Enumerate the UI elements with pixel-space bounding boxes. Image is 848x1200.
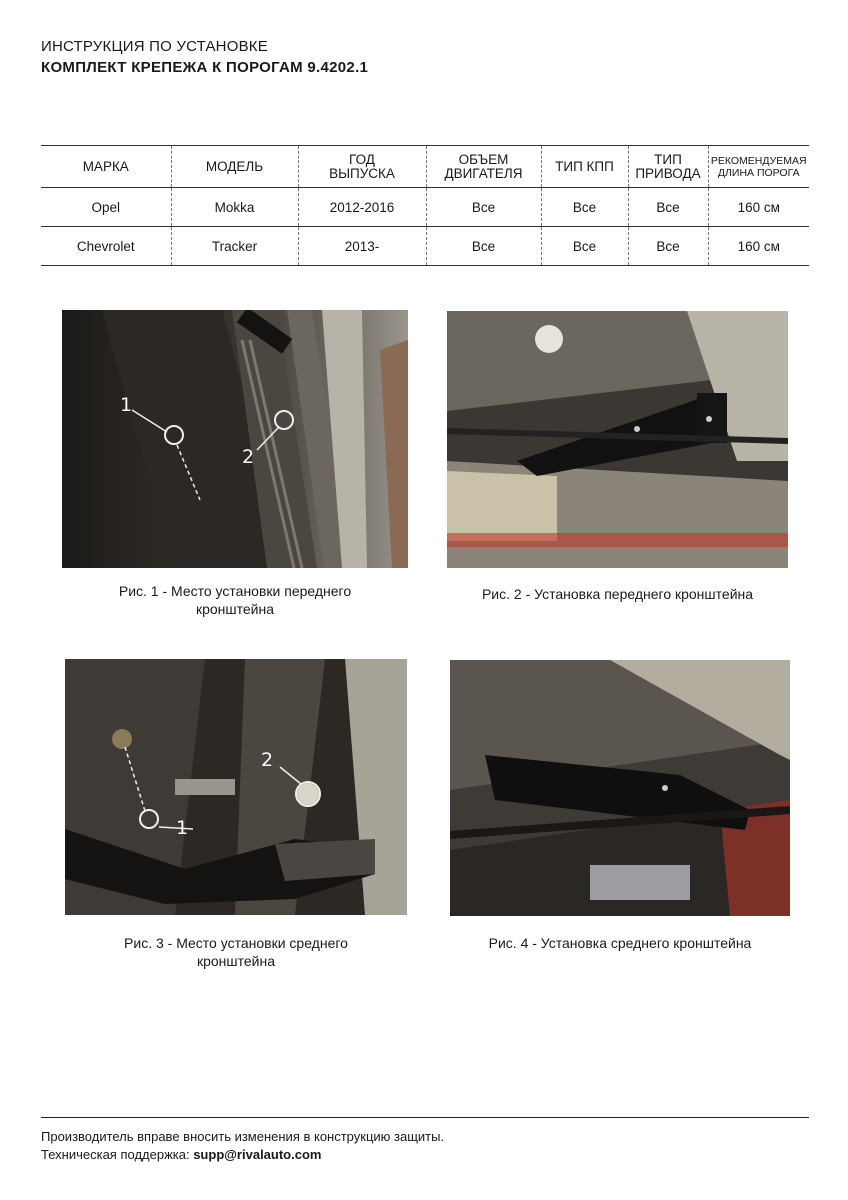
header-drive: ТИП ПРИВОДА	[628, 146, 708, 188]
document-subtitle: КОМПЛЕКТ КРЕПЕЖА К ПОРОГАМ 9.4202.1	[41, 59, 369, 76]
figure-4-photo	[450, 660, 790, 916]
cell-length: 160 см	[708, 227, 809, 266]
callout-2: 2	[242, 446, 255, 468]
cell-make: Opel	[41, 188, 171, 227]
footer-divider	[41, 1117, 809, 1118]
figure-3-photo	[65, 659, 407, 915]
header-engine: ОБЪЕМ ДВИГАТЕЛЯ	[426, 146, 541, 188]
support-label: Техническая поддержка:	[41, 1147, 194, 1162]
callout-2: 2	[261, 749, 274, 771]
figure-1-caption: Рис. 1 - Место установки переднего кронштейна	[118, 583, 352, 617]
cell-year: 2012-2016	[298, 188, 426, 227]
cell-model: Mokka	[171, 188, 298, 227]
support-email: supp@rivalauto.com	[193, 1147, 322, 1162]
cell-engine: Все	[426, 188, 541, 227]
table-row	[41, 227, 809, 266]
table-header-row	[41, 146, 809, 188]
footer-note: Производитель вправе вносить изменения в конструкцию защиты.	[41, 1129, 445, 1144]
cell-make: Chevrolet	[41, 227, 171, 266]
figure-4-caption: Рис. 4 - Установка среднего кронштейна	[488, 935, 752, 951]
cell-gearbox: Все	[541, 227, 628, 266]
document-title: ИНСТРУКЦИЯ ПО УСТАНОВКЕ	[41, 38, 268, 55]
figure-2-caption: Рис. 2 - Установка переднего кронштейна	[481, 586, 754, 602]
cell-drive: Все	[628, 188, 708, 227]
compatibility-table	[41, 145, 809, 266]
cell-length: 160 см	[708, 188, 809, 227]
cell-engine: Все	[426, 227, 541, 266]
cell-year: 2013-	[298, 227, 426, 266]
footer-support	[41, 1147, 321, 1162]
header-make: МАРКА	[41, 146, 171, 188]
header-gearbox: ТИП КПП	[541, 146, 628, 188]
header-year: ГОД ВЫПУСКА	[298, 146, 426, 188]
header-model: МОДЕЛЬ	[171, 146, 298, 188]
figure-2-photo	[447, 311, 788, 568]
cell-gearbox: Все	[541, 188, 628, 227]
figure-3-caption: Рис. 3 - Место установки среднего кронштейна	[124, 935, 348, 969]
callout-1: 1	[176, 817, 189, 839]
cell-model: Tracker	[171, 227, 298, 266]
figure-1-photo	[62, 310, 408, 568]
cell-drive: Все	[628, 227, 708, 266]
header-length: РЕКОМЕНДУЕМАЯ ДЛИНА ПОРОГА	[708, 146, 809, 188]
callout-1: 1	[120, 394, 133, 416]
table-row	[41, 188, 809, 227]
